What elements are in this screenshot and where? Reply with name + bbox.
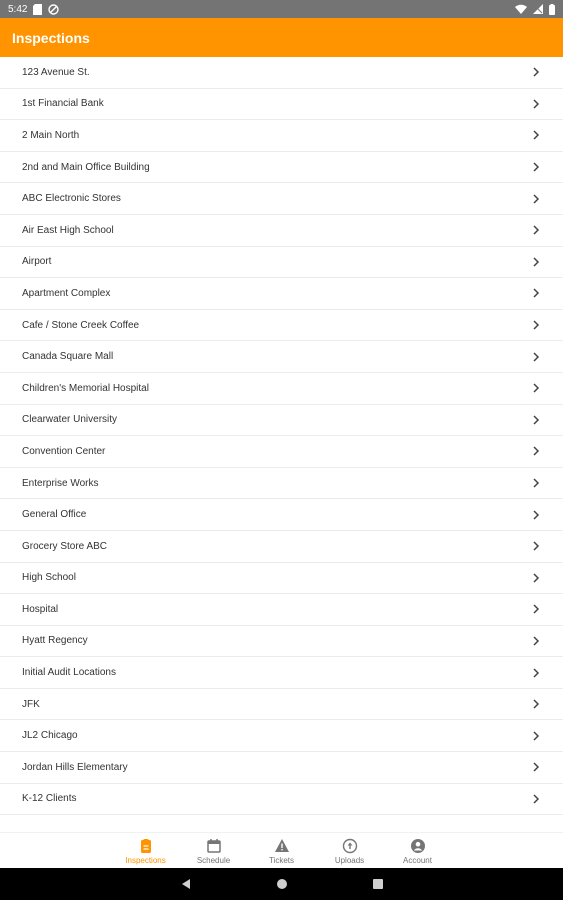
chevron-right-icon: [531, 225, 541, 235]
chevron-right-icon: [531, 541, 541, 551]
status-time: 5:42: [8, 3, 28, 15]
app-bar: [0, 18, 563, 57]
chevron-right-icon: [531, 130, 541, 140]
list-item[interactable]: [0, 183, 563, 215]
list-item-label: 2nd and Main Office Building: [22, 161, 150, 173]
list-item[interactable]: [0, 531, 563, 563]
list-item-label: General Office: [22, 509, 87, 521]
list-item[interactable]: [0, 89, 563, 121]
chevron-right-icon: [531, 257, 541, 267]
list-item[interactable]: [0, 563, 563, 595]
list-item[interactable]: [0, 784, 563, 816]
list-item[interactable]: [0, 120, 563, 152]
chevron-right-icon: [531, 352, 541, 362]
list-item-label: High School: [22, 572, 76, 584]
list-item-label: 123 Avenue St.: [22, 66, 90, 78]
back-icon[interactable]: [178, 876, 194, 892]
chevron-right-icon: [531, 762, 541, 772]
nav-item-label: Account: [403, 855, 432, 865]
warning-icon: [274, 838, 290, 856]
nav-item-label: Uploads: [334, 855, 365, 865]
account-icon: [410, 838, 426, 856]
no-sim-icon: [533, 3, 543, 15]
nav-item-label: Tickets: [268, 855, 295, 865]
chevron-right-icon: [531, 67, 541, 77]
list-item[interactable]: [0, 405, 563, 437]
list-item[interactable]: [0, 689, 563, 721]
chevron-right-icon: [531, 636, 541, 646]
list-item-label: 2 Main North: [22, 129, 80, 141]
sd-card-icon: [33, 3, 42, 15]
list-item[interactable]: [0, 373, 563, 405]
chevron-right-icon: [531, 415, 541, 425]
clipboard-icon: [138, 838, 154, 856]
list-item[interactable]: [0, 215, 563, 247]
nav-item-inspections[interactable]: [112, 833, 180, 869]
list-item[interactable]: [0, 499, 563, 531]
list-item-label: Hospital: [22, 603, 59, 615]
list-item-label: Apartment Complex: [22, 287, 111, 299]
list-item-label: Cafe / Stone Creek Coffee: [22, 319, 140, 331]
list-item-label: Air East High School: [22, 224, 114, 236]
calendar-icon: [206, 838, 222, 856]
list-item-label: JL2 Chicago: [22, 730, 78, 742]
list-item-label: K-12 Clients: [22, 793, 77, 805]
chevron-right-icon: [531, 320, 541, 330]
chevron-right-icon: [531, 446, 541, 456]
recents-icon[interactable]: [370, 876, 386, 892]
list-item-label: Initial Audit Locations: [22, 667, 116, 679]
nav-item-label: Schedule: [196, 855, 231, 865]
chevron-right-icon: [531, 510, 541, 520]
nav-item-label: Inspections: [125, 855, 166, 865]
list-item-label: 1st Financial Bank: [22, 98, 104, 110]
list-item-label: JFK: [22, 698, 40, 710]
chevron-right-icon: [531, 162, 541, 172]
list-item-label: Hyatt Regency: [22, 635, 88, 647]
list-item-label: Airport: [22, 256, 52, 268]
list-item[interactable]: [0, 752, 563, 784]
list-item[interactable]: [0, 278, 563, 310]
list-item[interactable]: [0, 594, 563, 626]
list-item[interactable]: [0, 152, 563, 184]
list-item[interactable]: [0, 436, 563, 468]
chevron-right-icon: [531, 573, 541, 583]
system-navigation-bar: [0, 868, 563, 900]
bottom-navigation: [0, 832, 563, 869]
upload-icon: [342, 838, 358, 856]
chevron-right-icon: [531, 794, 541, 804]
chevron-right-icon: [531, 699, 541, 709]
chevron-right-icon: [531, 731, 541, 741]
list-item[interactable]: [0, 310, 563, 342]
status-bar: [0, 0, 563, 18]
do-not-disturb-icon: [48, 3, 59, 15]
chevron-right-icon: [531, 604, 541, 614]
list-item[interactable]: [0, 341, 563, 373]
list-item-label: ABC Electronic Stores: [22, 193, 121, 205]
nav-item-schedule[interactable]: [180, 833, 248, 869]
list-item[interactable]: [0, 57, 563, 89]
chevron-right-icon: [531, 383, 541, 393]
list-item[interactable]: [0, 468, 563, 500]
inspections-list[interactable]: [0, 57, 563, 832]
nav-item-uploads[interactable]: [316, 833, 384, 869]
list-item-label: Clearwater University: [22, 414, 118, 426]
chevron-right-icon: [531, 99, 541, 109]
list-item-label: Jordan Hills Elementary: [22, 761, 128, 773]
list-item[interactable]: [0, 247, 563, 279]
battery-icon: [549, 3, 555, 15]
list-item[interactable]: [0, 626, 563, 658]
home-icon[interactable]: [274, 876, 290, 892]
list-item[interactable]: [0, 657, 563, 689]
page-title: Inspections: [12, 29, 90, 46]
list-item-label: Grocery Store ABC: [22, 540, 108, 552]
nav-item-tickets[interactable]: [248, 833, 316, 869]
chevron-right-icon: [531, 194, 541, 204]
list-item-label: Children's Memorial Hospital: [22, 382, 149, 394]
chevron-right-icon: [531, 668, 541, 678]
list-item-label: Enterprise Works: [22, 477, 99, 489]
wifi-icon: [515, 3, 527, 15]
list-item-label: Convention Center: [22, 445, 106, 457]
chevron-right-icon: [531, 288, 541, 298]
list-item[interactable]: [0, 720, 563, 752]
nav-item-account[interactable]: [384, 833, 452, 869]
list-item-label: Canada Square Mall: [22, 351, 114, 363]
chevron-right-icon: [531, 478, 541, 488]
